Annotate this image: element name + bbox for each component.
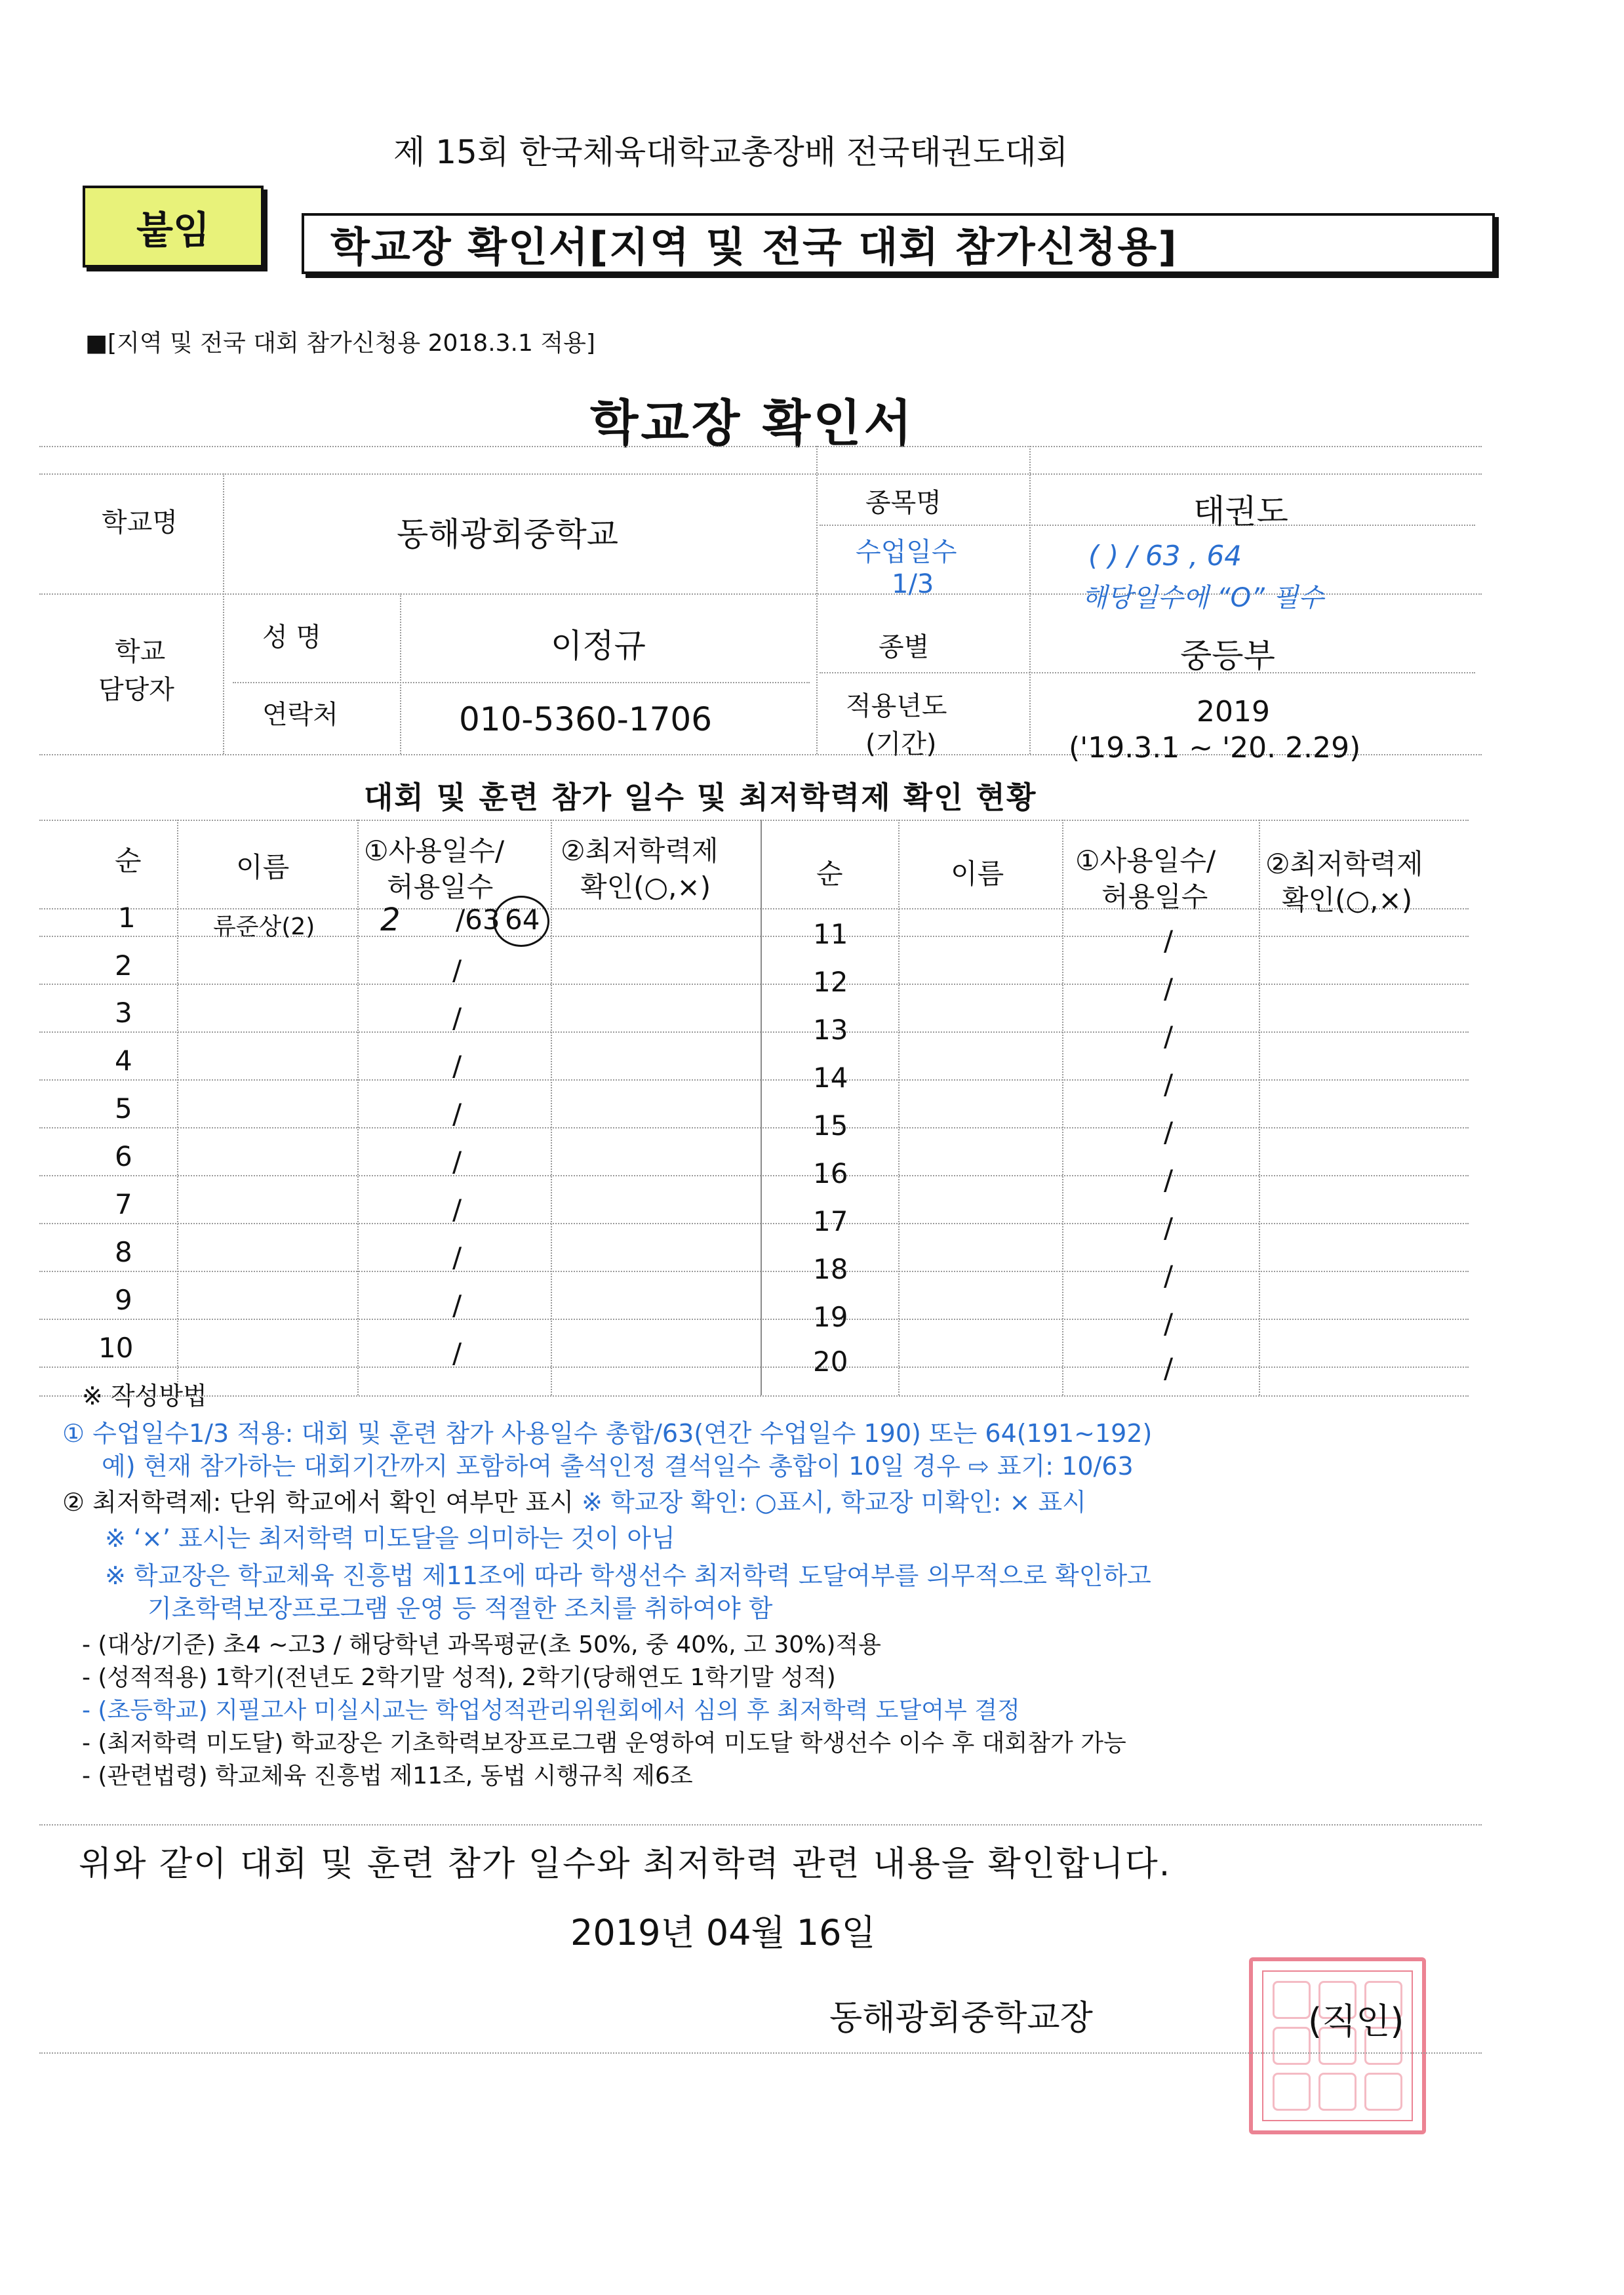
event-title: 제 15회 한국체육대학교총장배 전국태권도대회 <box>393 133 1069 171</box>
table-title: 대회 및 훈련 참가 일수 및 최저학력제 확인 현황 <box>364 780 1037 815</box>
instruction-class-days-example: 예) 현재 참가하는 대회기간까지 포함하여 출석인정 결석일수 총합이 10일 경우 ⇨ 표기: 10/63 <box>102 1452 1134 1481</box>
date: 2019년 04월 16일 <box>570 1912 876 1953</box>
row-used: / <box>452 1098 462 1130</box>
divider <box>39 1824 1482 1826</box>
confirmation-text: 위와 같이 대회 및 훈련 참가 일수와 최저학력 관련 내용을 확인합니다. <box>79 1845 1172 1884</box>
row-name: 류준상(2) <box>213 913 315 940</box>
category-value: 중등부 <box>1180 637 1275 675</box>
row-used: / <box>1164 972 1174 1005</box>
principal-name: 동해광회중학교장 <box>829 1999 1093 2038</box>
class-days-fraction: 1/3 <box>892 569 934 599</box>
row-used: / <box>452 1289 462 1321</box>
instructions-heading: ※ 작성방법 <box>82 1382 207 1410</box>
table-line <box>551 820 552 1395</box>
row-no: 12 <box>813 966 848 998</box>
divider <box>39 473 1482 475</box>
table-line <box>39 1367 1469 1368</box>
row-no: 18 <box>813 1253 848 1285</box>
name-label: 성 명 <box>262 622 321 652</box>
table-line <box>177 820 178 1395</box>
row-no: 20 <box>813 1346 848 1378</box>
row-used: / <box>1164 1352 1174 1384</box>
table-line <box>39 1223 1469 1224</box>
instruction-academic-mark: ※ 학교장 확인: ○표시, 학교장 미확인: × 표시 <box>574 1488 1086 1517</box>
row-no: 10 <box>98 1332 134 1364</box>
row-used: / <box>452 1193 462 1226</box>
row-used: / <box>1164 1212 1174 1244</box>
row-no: 2 <box>115 949 132 982</box>
row-used: / <box>1164 1307 1174 1340</box>
row-no: 16 <box>813 1157 848 1189</box>
divider <box>820 672 1475 673</box>
divider <box>816 446 818 754</box>
header-used: ①사용일수/ <box>1075 845 1216 877</box>
table-line <box>39 1319 1469 1320</box>
header-name: 이름 <box>951 858 1004 890</box>
row-used: / <box>1164 1020 1174 1052</box>
row-no: 1 <box>118 902 136 934</box>
row-no: 17 <box>813 1205 848 1237</box>
row-allowed: /63 <box>456 904 500 936</box>
table-line <box>39 1395 1469 1397</box>
divider <box>1029 446 1031 754</box>
row-no: 19 <box>813 1301 848 1333</box>
name-value: 이정규 <box>551 627 646 665</box>
table-line <box>39 1127 1469 1128</box>
applicability-note: ■[지역 및 전국 대회 참가신청용 2018.3.1 적용] <box>85 330 595 357</box>
bullet-target: - (대상/기준) 초4 ~고3 / 해당학년 과목평균(초 50%, 중 40%, 고 30%)적용 <box>82 1631 881 1658</box>
school-label: 학교명 <box>102 508 178 538</box>
contact-label: 연락처 <box>262 700 338 730</box>
staff-label-2: 담당자 <box>98 675 174 705</box>
header-academic-check: 확인(○,×) <box>580 871 711 903</box>
header-allowed: 허용일수 <box>1101 881 1208 913</box>
instruction-class-days: ① 수업일수1/3 적용: 대회 및 훈련 참가 사용일수 총합/63(연간 수업일수 190) 또는 64(191~192) <box>62 1419 1153 1448</box>
table-line <box>39 1079 1469 1081</box>
row-no: 15 <box>813 1109 848 1142</box>
row-used: / <box>1164 1116 1174 1148</box>
divider <box>820 525 1475 526</box>
table-line <box>898 820 900 1395</box>
row-no: 3 <box>115 997 132 1029</box>
sport-value: 태권도 <box>1193 492 1288 530</box>
table-line <box>39 1031 1469 1033</box>
year-period: ('19.3.1 ~ '20. 2.29) <box>1069 731 1361 765</box>
instruction-academic <box>62 1482 1086 1518</box>
header-no: 순 <box>115 845 142 877</box>
row-no: 7 <box>115 1188 132 1220</box>
table-line <box>1259 820 1260 1395</box>
bullet-grades: - (성적적용) 1학기(전년도 2학기말 성적), 2학기(당해연도 1학기말 성적) <box>82 1664 836 1691</box>
row-no: 8 <box>115 1236 132 1268</box>
header-academic: ②최저학력제 <box>1265 848 1423 880</box>
row-no: 5 <box>115 1092 132 1125</box>
note-principal-2: 기초학력보장프로그램 운영 등 적절한 조치를 취하여야 함 <box>148 1594 773 1623</box>
row-no: 6 <box>115 1140 132 1172</box>
row-no: 13 <box>813 1014 848 1046</box>
row-used: / <box>1164 1068 1174 1100</box>
table-line <box>1062 820 1063 1395</box>
divider <box>39 2052 1482 2054</box>
row-no: 9 <box>115 1284 132 1316</box>
divider <box>400 593 401 754</box>
table-line <box>357 820 359 1395</box>
staff-label: 학교 <box>115 637 166 667</box>
row-used: / <box>452 1002 462 1034</box>
note-principal: ※ 학교장은 학교체육 진흥법 제11조에 따라 학생선수 최저학력 도달여부를 의무적으로 확인하고 <box>105 1561 1151 1590</box>
table-line <box>39 1175 1469 1176</box>
row-used: / <box>452 1337 462 1369</box>
header-used: ①사용일수/ <box>364 835 505 867</box>
row-allowed-circled: 64 <box>505 904 540 936</box>
header-allowed: 허용일수 <box>387 871 494 903</box>
divider <box>223 473 224 754</box>
row-used-handwritten: 2 <box>380 902 401 938</box>
year-label: 적용년도 <box>846 691 947 721</box>
row-used: / <box>452 954 462 986</box>
bullet-law: - (관련법령) 학교체육 진흥법 제11조, 동법 시행규칙 제6조 <box>82 1763 693 1789</box>
main-title: 학교장 확인서 <box>590 394 915 452</box>
category-label: 종별 <box>879 632 930 662</box>
header-academic-check: 확인(○,×) <box>1282 884 1413 916</box>
row-used: / <box>452 1146 462 1178</box>
row-used: / <box>452 1050 462 1082</box>
year-label-2: (기간) <box>865 729 937 759</box>
header-name: 이름 <box>236 851 290 883</box>
bullet-elementary: - (초등학교) 지필고사 미실시교는 학업성적관리위원회에서 심의 후 최저학력 도달여부 결정 <box>82 1697 1020 1724</box>
year-value: 2019 <box>1197 695 1270 728</box>
bullet-fail: - (최저학력 미도달) 학교장은 기초학력보장프로그램 운영하여 미도달 학생선수 이수 후 대회참가 가능 <box>82 1730 1126 1757</box>
row-used: / <box>452 1241 462 1273</box>
instruction-academic-text: ② 최저학력제: 단위 학교에서 확인 여부만 표시 <box>62 1488 574 1517</box>
row-no: 14 <box>813 1062 848 1094</box>
row-no: 11 <box>813 918 848 950</box>
circle-mark <box>493 896 549 947</box>
class-days-note: 해당일수에 “O” 필수 <box>1082 583 1324 613</box>
header-academic: ②최저학력제 <box>561 835 719 867</box>
contact-value: 010-5360-1706 <box>459 700 713 738</box>
school-name: 동해광회중학교 <box>397 515 619 553</box>
row-used: / <box>1164 925 1174 957</box>
divider <box>39 446 1482 447</box>
table-divider <box>761 820 762 1395</box>
table-line <box>39 984 1469 985</box>
header-no: 순 <box>816 858 843 890</box>
seal-label: (직인) <box>1308 2001 1404 2042</box>
table-line <box>39 1271 1469 1272</box>
official-seal <box>1249 1957 1426 2134</box>
class-days-label: 수업일수 <box>856 537 957 567</box>
row-no: 4 <box>115 1045 132 1077</box>
class-days-value: ( ) / 63 , 64 <box>1088 540 1242 572</box>
note-x-mark: ※ ‘×’ 표시는 최저학력 미도달을 의미하는 것이 아님 <box>105 1524 675 1553</box>
document-heading: 학교장 확인서[지역 및 전국 대회 참가신청용] <box>302 213 1495 274</box>
attachment-tag: 붙임 <box>83 186 264 268</box>
sport-label: 종목명 <box>865 488 941 518</box>
row-used: / <box>1164 1164 1174 1196</box>
divider <box>233 682 810 683</box>
table-line <box>39 820 1469 821</box>
row-used: / <box>1164 1260 1174 1292</box>
